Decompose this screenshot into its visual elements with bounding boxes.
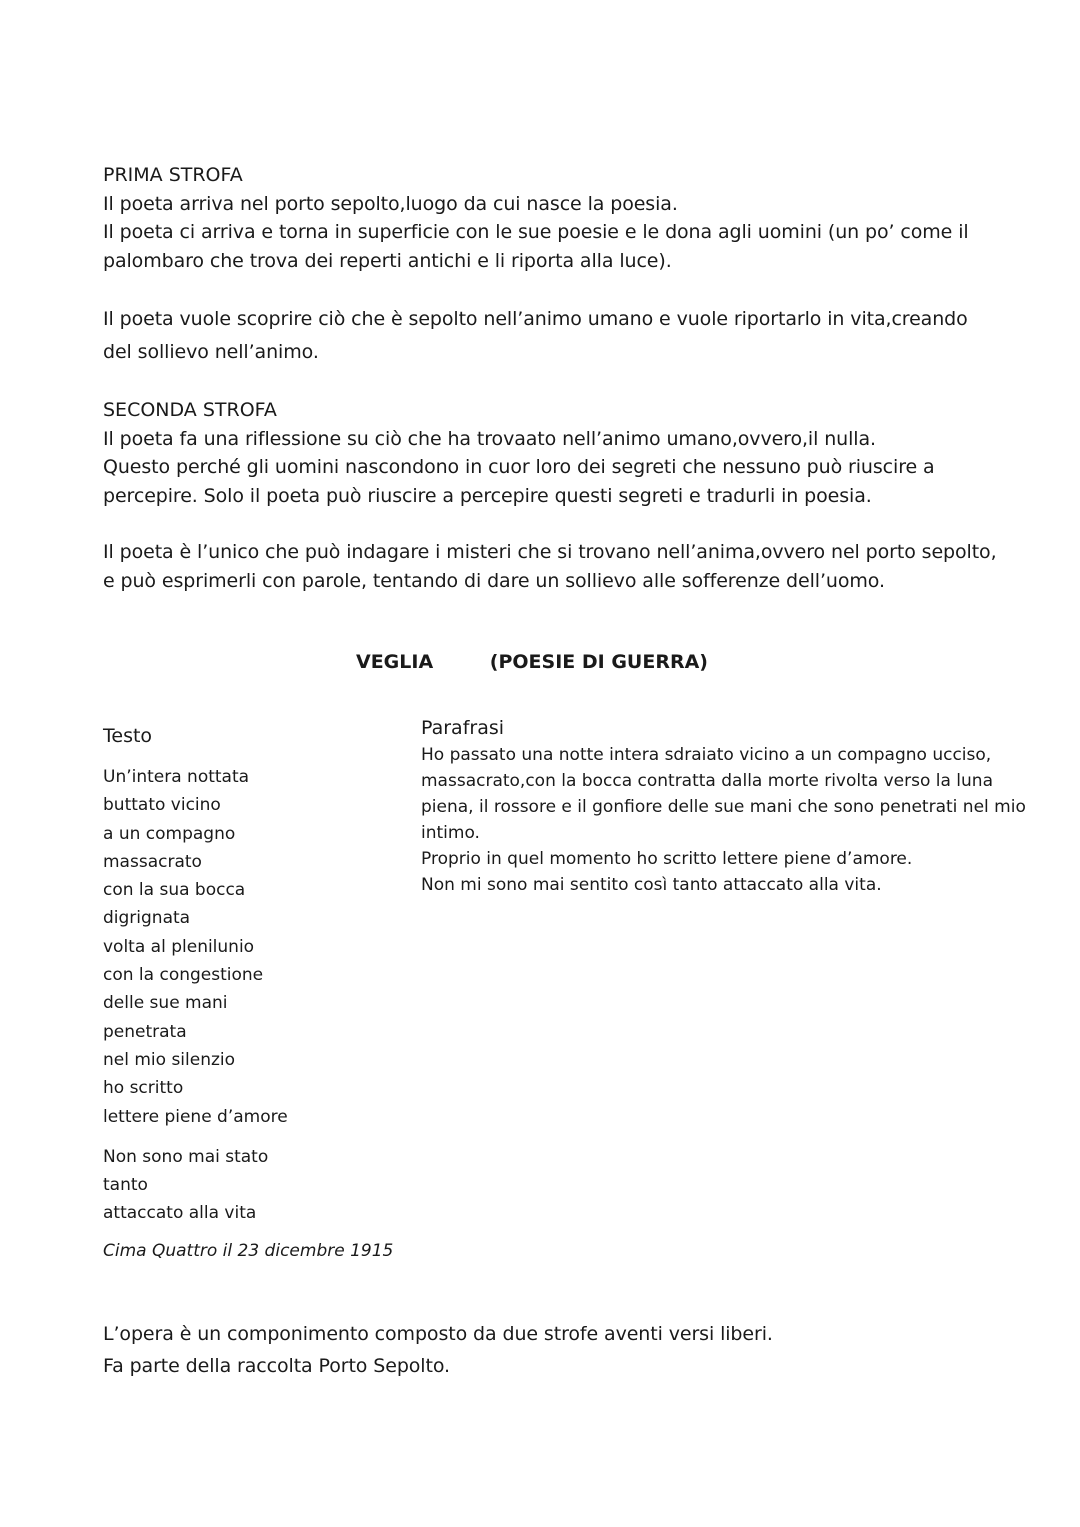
verse-line: lettere piene d’amore xyxy=(103,1106,288,1127)
verse-line: massacrato xyxy=(103,851,202,872)
paraphrase-line: massacrato,con la bocca contratta dalla morte rivolta verso la luna xyxy=(421,771,993,791)
verse-line: Non sono mai stato xyxy=(103,1146,269,1167)
verse-line: Un’intera nottata xyxy=(103,767,250,787)
verse-line: attaccato alla vita xyxy=(103,1203,257,1224)
paraphrase-line: intimo. xyxy=(421,823,480,843)
paraphrase-column xyxy=(421,714,1031,898)
paragraph-line: e può esprimerli con parole, tentando di dare un sollievo alle sofferenze dell’uomo. xyxy=(103,569,885,592)
section-seconda-strofa xyxy=(103,396,1003,510)
paraphrase-heading: Parafrasi xyxy=(421,717,505,739)
paragraph-line: del sollievo nell’animo. xyxy=(103,341,319,363)
verse-line: buttato vicino xyxy=(103,795,221,816)
verse-line: con la congestione xyxy=(103,965,264,986)
poem-signature: Cima Quattro il 23 dicembre 1915 xyxy=(103,1240,394,1261)
verse-line: a un compagno xyxy=(103,823,236,844)
paragraph-line: percepire. Solo il poeta può riuscire a percepire questi segreti e tradurli in poesia. xyxy=(103,484,872,507)
verse-line: penetrata xyxy=(103,1021,187,1042)
stanza-1 xyxy=(103,763,403,1131)
verse-line: tanto xyxy=(103,1175,148,1196)
closing-line: L’opera è un componimento composto da due strofe aventi versi liberi. xyxy=(103,1323,773,1345)
verse-line: nel mio silenzio xyxy=(103,1049,236,1070)
paraphrase-line: piena, il rossore e il gonfiore delle sue mani che sono penetrati nel mio xyxy=(421,797,1026,817)
paragraph-line: Il poeta fa una riflessione su ciò che ha trovaato nell’animo umano,ovvero,il nulla. xyxy=(103,427,876,450)
verse-line: con la sua bocca xyxy=(103,880,246,901)
poem-title-row xyxy=(356,648,708,676)
section-prima-strofa xyxy=(103,161,1003,275)
verse-line: digrignata xyxy=(103,908,191,929)
paragraph-line: Il poeta vuole scoprire ciò che è sepolto nell’animo umano e vuole riportarlo in vita,creando xyxy=(103,308,968,330)
paragraph-prima-strofa-2 xyxy=(103,303,1003,369)
paraphrase-line: Ho passato una notte intera sdraiato vicino a un compagno ucciso, xyxy=(421,745,992,765)
paragraph-line: Il poeta ci arriva e torna in superficie con le sue poesie e le dona agli uomini (un po’ come il xyxy=(103,221,969,243)
paragraph-line: Il poeta arriva nel porto sepolto,luogo da cui nasce la poesia. xyxy=(103,192,678,215)
paragraph-seconda-strofa-2 xyxy=(103,538,1003,595)
closing-paragraph xyxy=(103,1318,1003,1382)
section-heading: SECONDA STROFA xyxy=(103,399,277,421)
text-heading: Testo xyxy=(103,725,153,747)
paragraph-line: palombaro che trova dei reperti antichi e li riporta alla luce). xyxy=(103,249,672,272)
paragraph-line: Il poeta è l’unico che può indagare i misteri che si trovano nell’anima,ovvero nel porto sepolto, xyxy=(103,541,997,563)
stanza-2 xyxy=(103,1143,403,1228)
closing-line: Fa parte della raccolta Porto Sepolto. xyxy=(103,1355,450,1377)
poem-subtitle: (POESIE DI GUERRA) xyxy=(489,651,708,673)
verse-line: ho scritto xyxy=(103,1078,184,1099)
section-heading: PRIMA STROFA xyxy=(103,164,243,186)
paraphrase-line: Proprio in quel momento ho scritto lettere piene d’amore. xyxy=(421,849,913,869)
verse-line: volta al plenilunio xyxy=(103,936,255,957)
paraphrase-line: Non mi sono mai sentito così tanto attaccato alla vita. xyxy=(421,875,882,895)
poem-title: VEGLIA xyxy=(356,651,434,673)
paragraph-line: Questo perché gli uomini nascondono in cuor loro dei segreti che nessuno può riuscire a xyxy=(103,456,935,478)
verse-line: delle sue mani xyxy=(103,993,228,1014)
poem-text-column xyxy=(103,722,403,1265)
